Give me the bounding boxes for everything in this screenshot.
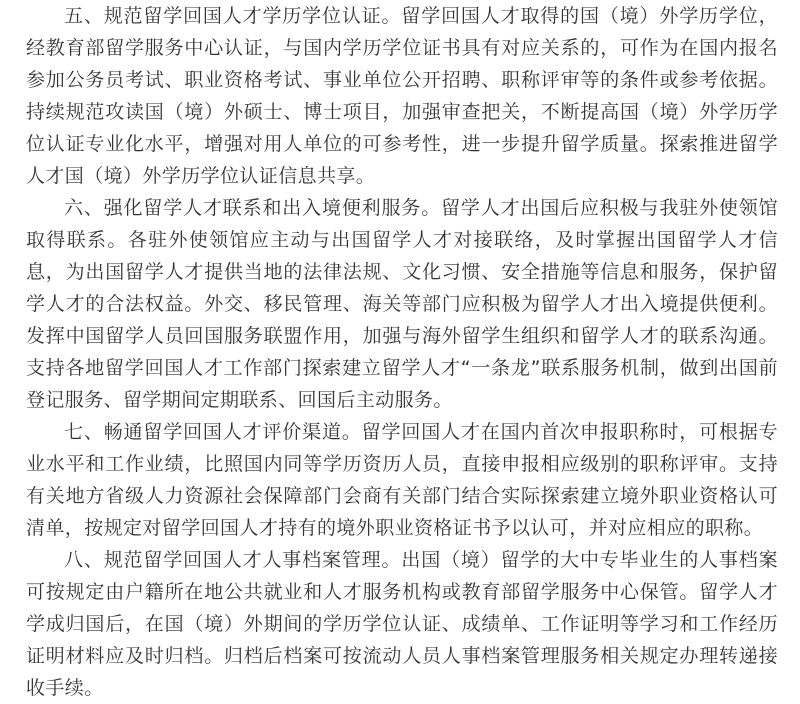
paragraph-7: 七、畅通留学回国人才评价渠道。留学回国人才在国内首次申报职称时，可根据专业水平和工作业绩，比照国内同等学历资历人员，直接申报相应级别的职称评审。支持有关地方省级人力资源社会保障部门会商有关部门结合实际探索建立境外职业资格认可清单，按规定对留学回国人才持有的境外职业资格证书予以认可，并对应相应的职称。 bbox=[26, 421, 778, 539]
paragraph-8: 八、规范留学回国人才人事档案管理。出国（境）留学的大中专毕业生的人事档案可按规定由户籍所在地公共就业和人才服务机构或教育部留学服务中心保管。留学人才学成归国后，在国（境）外期间的学历学位认证、成绩单、工作证明等学习和工作经历证明材料应及时归档。归档后档案可按流动人员人事档案管理服务相关规定办理转递接收手续。 bbox=[26, 549, 778, 699]
document-body bbox=[26, 0, 778, 704]
paragraph-5: 五、规范留学回国人才学历学位认证。留学回国人才取得的国（境）外学历学位，经教育部留学服务中心认证，与国内学历学位证书具有对应关系的，可作为在国内报名参加公务员考试、职业资格考试、事业单位公开招聘、职称评审等的条件或参考依据。持续规范攻读国（境）外硕士、博士项目，加强审查把关，不断提高国（境）外学历学位认证专业化水平，增强对用人单位的可参考性，进一步提升留学质量。探索推进留学人才国（境）外学历学位认证信息共享。 bbox=[26, 5, 778, 187]
paragraph-6: 六、强化留学人才联系和出入境便利服务。留学人才出国后应积极与我驻外使领馆取得联系。各驻外使领馆应主动与出国留学人才对接联络，及时掌握出国留学人才信息，为出国留学人才提供当地的法律法规、文化习惯、安全措施等信息和服务，保护留学人才的合法权益。外交、移民管理、海关等部门应积极为留学人才出入境提供便利。发挥中国留学人员回国服务联盟作用，加强与海外留学生组织和留学人才的联系沟通。支持各地留学回国人才工作部门探索建立留学人才“一条龙”联系服务机制，做到出国前登记服务、留学期间定期联系、回国后主动服务。 bbox=[26, 197, 778, 411]
